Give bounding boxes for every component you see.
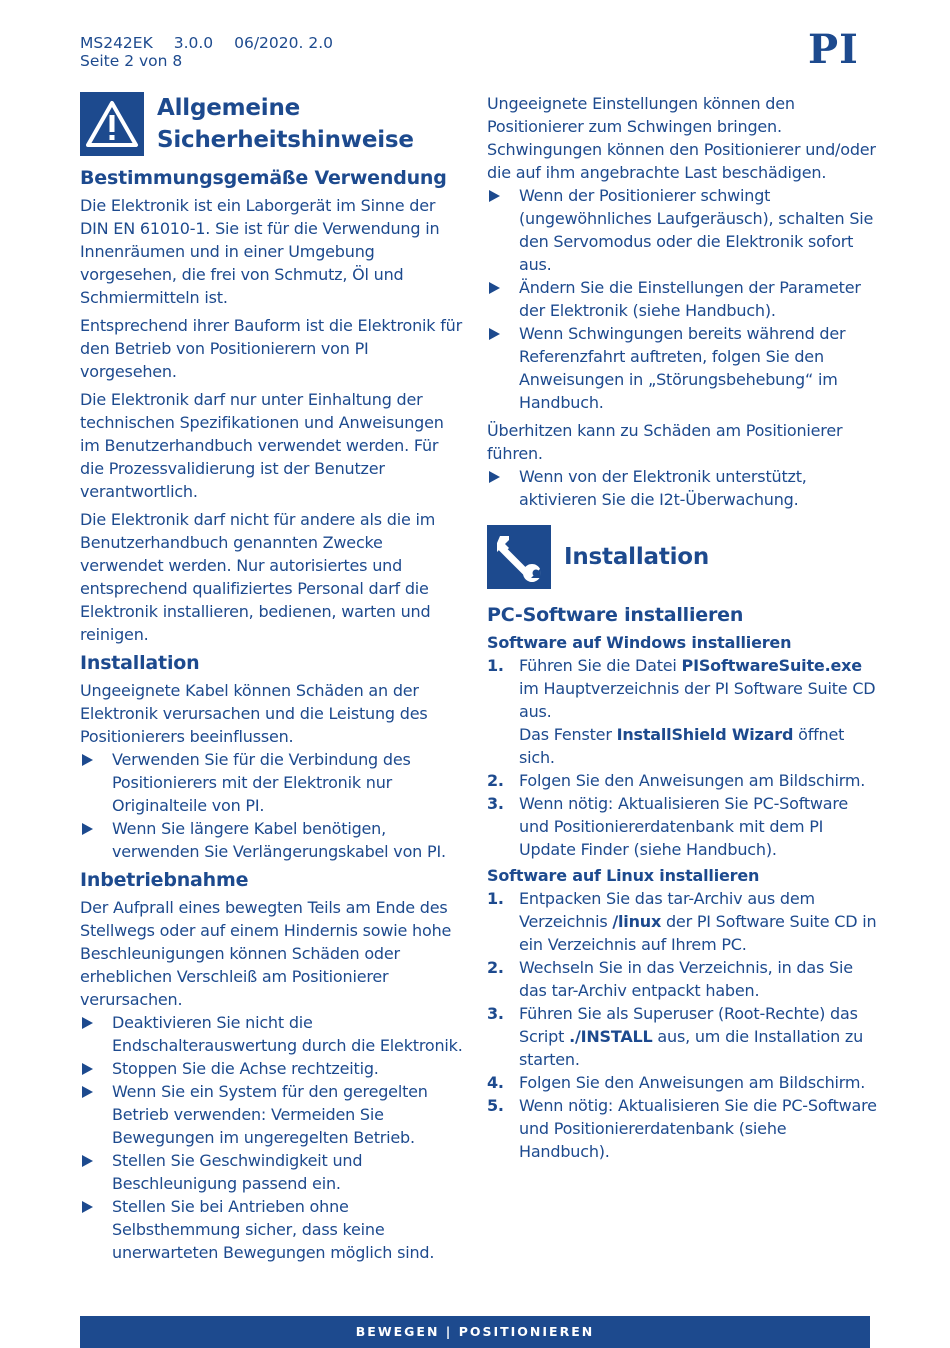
section-heading-pc-software: PC-Software installieren	[487, 604, 744, 626]
list-item: 1. Führen Sie die Datei PISoftwareSuite.exe im Hauptverzeichnis der PI Software Suite CD aus. Das Fenster InstallShield Wizard öffnet sich.	[487, 656, 876, 767]
paragraph: Entsprechend ihrer Bauform ist die Elektronik für den Betrieb von Positionierern von PI vorgesehen.	[80, 316, 462, 381]
installation-heading-block	[487, 525, 877, 589]
bullet-list	[80, 1011, 464, 1264]
list-item: 3. Wenn nötig: Aktualisieren Sie PC-Software und Positioniererdatenbank mit dem PI Update Finder (siehe Handbuch).	[487, 794, 849, 859]
subsection-heading-linux: Software auf Linux installieren	[487, 866, 760, 885]
step-result: Das Fenster InstallShield Wizard öffnet sich.	[519, 725, 845, 767]
warning-icon	[80, 92, 144, 156]
list-item: Wenn von der Elektronik unterstützt, aktivieren Sie die I2t-Überwachung.	[487, 465, 877, 511]
section-heading-intended-use: Bestimmungsgemäße Verwendung	[80, 167, 447, 189]
list-item: Stellen Sie Geschwindigkeit und Beschleunigung passend ein.	[80, 1149, 464, 1195]
list-item: Wenn Sie ein System für den geregelten Betrieb verwenden: Vermeiden Sie Bewegungen im ungeregelten Betrieb.	[80, 1080, 464, 1149]
bullet-list	[487, 184, 877, 414]
paragraph: Die Elektronik darf nicht für andere als die im Benutzerhandbuch genannten Zwecke verwendet werden. Nur autorisiertes und entsprechend qualifiziertes Personal darf die Elektronik installieren, bedienen, warten und reinigen.	[80, 510, 436, 644]
list-item: Ändern Sie die Einstellungen der Parameter der Elektronik (siehe Handbuch).	[487, 276, 877, 322]
list-item: 2. Folgen Sie den Anweisungen am Bildschirm.	[487, 771, 866, 790]
numbered-list-linux	[487, 887, 877, 1163]
section-heading-installation: Installation	[80, 652, 200, 674]
page-header	[80, 34, 349, 70]
page-number: Seite 2 von 8	[80, 52, 183, 70]
list-item: Wenn Sie längere Kabel benötigen, verwenden Sie Verlängerungskabel von PI.	[80, 817, 464, 863]
list-item: 1. Entpacken Sie das tar-Archiv aus dem Verzeichnis /linux der PI Software Suite CD in ein Verzeichnis auf Ihrem PC.	[487, 889, 877, 954]
list-item: Stoppen Sie die Achse rechtzeitig.	[80, 1057, 464, 1080]
wrench-icon	[487, 525, 551, 589]
paragraph: Die Elektronik darf nur unter Einhaltung der technischen Spezifikationen und Anweisungen im Benutzerhandbuch verwendet werden. Für die Prozessvalidierung ist der Benutzer verantwortlich.	[80, 390, 444, 501]
footer-bar: BEWEGEN | POSITIONIEREN	[80, 1316, 870, 1348]
doc-date: 06/2020. 2.0	[234, 34, 333, 52]
list-item: 2. Wechseln Sie in das Verzeichnis, in das Sie das tar-Archiv entpackt haben.	[487, 958, 853, 1000]
doc-id: MS242EK	[80, 34, 153, 52]
doc-version: 3.0.0	[173, 34, 214, 52]
list-item: Verwenden Sie für die Verbindung des Positionierers mit der Elektronik nur Originalteile von PI.	[80, 748, 464, 817]
bullet-list	[487, 465, 877, 511]
section-heading-commissioning: Inbetriebnahme	[80, 869, 249, 891]
installation-main-heading: Installation	[564, 544, 710, 570]
safety-main-heading: Allgemeine Sicherheitshinweise	[157, 95, 414, 153]
paragraph: Ungeeignete Kabel können Schäden an der Elektronik verursachen und die Leistung des Positionierers beeinflussen.	[80, 681, 428, 746]
paragraph: Der Aufprall eines bewegten Teils am Ende des Stellwegs oder auf einem Hindernis sowie hohe Beschleunigungen können Schäden oder erheblichen Verschleiß am Positionierer verursachen.	[80, 898, 452, 1009]
numbered-list-windows	[487, 654, 877, 861]
list-item: Wenn Schwingungen bereits während der Referenzfahrt auftreten, folgen Sie den Anweisungen in „Störungsbehebung“ im Handbuch.	[487, 322, 877, 414]
bullet-list	[80, 748, 464, 863]
paragraph: Die Elektronik ist ein Laborgerät im Sinne der DIN EN 61010-1. Sie ist für die Verwendung in Innenräumen und in einer Umgebung vorgesehen, die frei von Schmutz, Öl und Schmiermitteln ist.	[80, 196, 440, 307]
list-item: 4. Folgen Sie den Anweisungen am Bildschirm.	[487, 1073, 866, 1092]
right-column	[487, 92, 877, 1166]
safety-heading-block	[80, 92, 464, 156]
paragraph: Überhitzen kann zu Schäden am Positionierer führen.	[487, 421, 843, 463]
subsection-heading-windows: Software auf Windows installieren	[487, 633, 792, 652]
paragraph: Ungeeignete Einstellungen können den Positionierer zum Schwingen bringen. Schwingungen können den Positionierer und/oder die auf ihm angebrachte Last beschädigen.	[487, 94, 876, 182]
list-item: Stellen Sie bei Antrieben ohne Selbsthemmung sicher, dass keine unerwarteten Bewegungen möglich sind.	[80, 1195, 464, 1264]
list-item: Deaktivieren Sie nicht die Endschalterauswertung durch die Elektronik.	[80, 1011, 464, 1057]
list-item: 5. Wenn nötig: Aktualisieren Sie die PC-Software und Positioniererdatenbank (siehe Handbuch).	[487, 1096, 877, 1161]
list-item: Wenn der Positionierer schwingt (ungewöhnliches Laufgeräusch), schalten Sie den Servomodus oder die Elektronik sofort aus.	[487, 184, 877, 276]
pi-logo: PI	[808, 26, 859, 73]
list-item: 3. Führen Sie als Superuser (Root-Rechte) das Script ./INSTALL aus, um die Installation zu starten.	[487, 1004, 864, 1069]
left-column	[80, 92, 464, 1269]
